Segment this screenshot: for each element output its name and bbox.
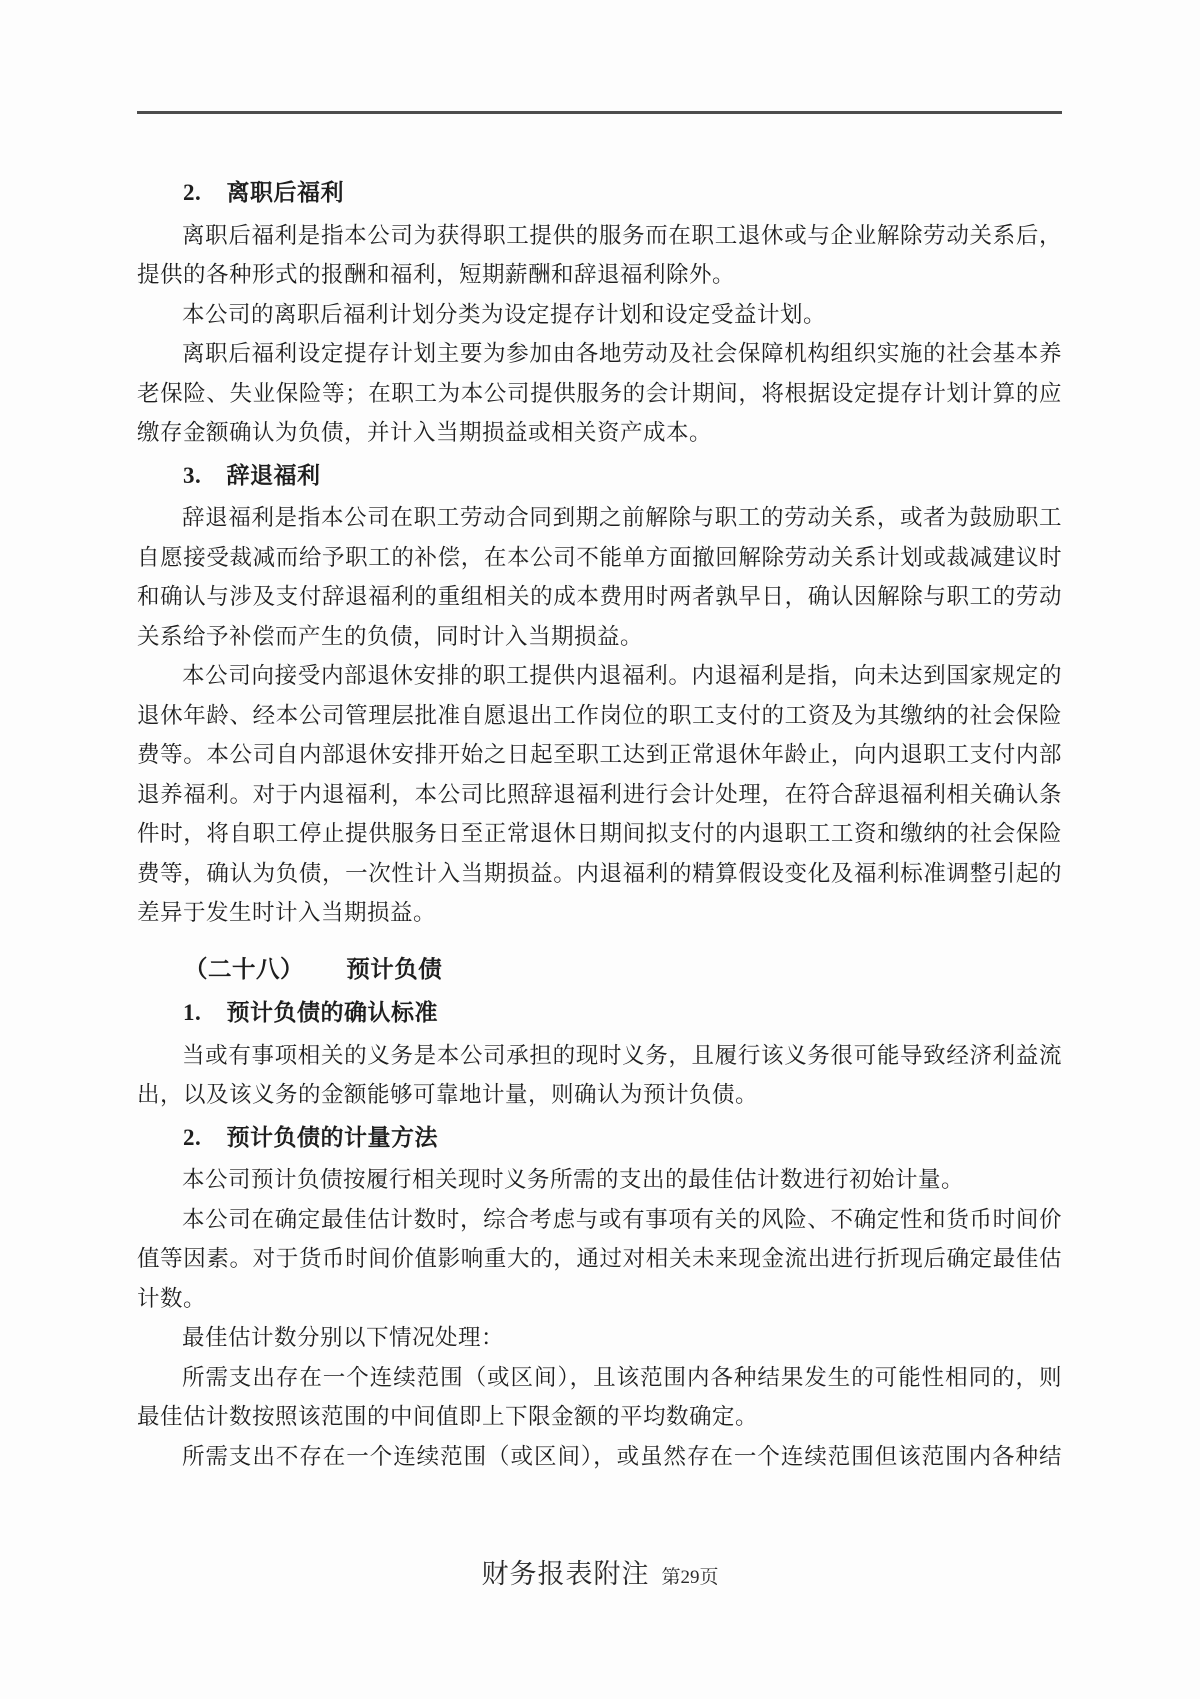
- heading-label: 辞退福利: [226, 462, 321, 488]
- heading-measurement-method: [137, 1118, 1062, 1158]
- footer-title: 财务报表附注: [481, 1559, 650, 1589]
- section-number: （二十八）: [184, 956, 304, 983]
- paragraph: 本公司的离职后福利计划分类为设定提存计划和设定受益计划。: [182, 301, 827, 327]
- heading-recognition-criteria: [137, 993, 1062, 1033]
- header-rule: [137, 111, 1062, 114]
- paragraph: 离职后福利是指本公司为获得职工提供的服务而在职工退休或与企业解除劳动关系后，提供的各种形式的报酬和福利，短期薪酬和辞退福利除外。: [137, 222, 1062, 287]
- section-heading-estimated-liabilities: [137, 951, 1062, 991]
- paragraph: 本公司预计负债按履行相关现时义务所需的支出的最佳估计数进行初始计量。: [182, 1167, 965, 1192]
- paragraph: 辞退福利是指本公司在职工劳动合同到期之前解除与职工的劳动关系，或者为鼓励职工自愿接受裁减而给予职工的补偿，在本公司不能单方面撤回解除劳动关系计划或裁减建议时和确认与涉及支付辞退福利的重组相关的成本费用时两者孰早日，确认因解除与职工的劳动关系给予补偿而产生的负债，同时计入当期损益。: [137, 505, 1062, 649]
- paragraph: 最佳估计数分别以下情况处理：: [182, 1325, 505, 1350]
- heading-number: 3.: [183, 462, 202, 488]
- paragraph: 本公司向接受内部退休安排的职工提供内退福利。内退福利是指，向未达到国家规定的退休年龄、经本公司管理层批准自愿退出工作岗位的职工支付的工资及为其缴纳的社会保险费等。本公司自内部退休安排开始之日起至职工达到正常退休年龄止，向内退职工支付内部退养福利。对于内退福利，本公司比照辞退福利进行会计处理，在符合辞退福利相关确认条件时，将自职工停止提供服务日至正常退休日期间拟支付的内退职工工资和缴纳的社会保险费等，确认为负债，一次性计入当期损益。内退福利的精算假设变化及福利标准调整引起的差异于发生时计入当期损益。: [137, 663, 1062, 925]
- heading-number: 1.: [183, 1000, 202, 1025]
- paragraph: 所需支出不存在一个连续范围（或区间），或虽然存在一个连续范围但该范围内各种结: [182, 1443, 1062, 1469]
- paragraph: 离职后福利设定提存计划主要为参加由各地劳动及社会保障机构组织实施的社会基本养老保险、失业保险等；在职工为本公司提供服务的会计期间，将根据设定提存计划计算的应缴存金额确认为负债，并计入当期损益或相关资产成本。: [137, 341, 1062, 445]
- document-body: [137, 170, 1062, 1476]
- heading-label: 预计负债的计量方法: [226, 1124, 439, 1150]
- heading-post-employment-benefits: [137, 173, 1062, 213]
- heading-label: 离职后福利: [226, 180, 345, 205]
- paragraph: 本公司在确定最佳估计数时，综合考虑与或有事项有关的风险、不确定性和货币时间价值等因素。对于货币时间价值影响重大的，通过对相关未来现金流出进行折现后确定最佳估计数。: [137, 1206, 1062, 1311]
- paragraph: 当或有事项相关的义务是本公司承担的现时义务，且履行该义务很可能导致经济利益流出，以及该义务的金额能够可靠地计量，则确认为预计负债。: [137, 1042, 1062, 1107]
- section-title: 预计负债: [346, 956, 443, 983]
- paragraph: 所需支出存在一个连续范围（或区间），且该范围内各种结果发生的可能性相同的，则最佳估计数按照该范围的中间值即上下限金额的平均数确定。: [137, 1364, 1062, 1429]
- heading-number: 2.: [183, 1124, 202, 1150]
- heading-label: 预计负债的确认标准: [226, 1000, 439, 1025]
- heading-termination-benefits: [137, 456, 1062, 496]
- page-footer: [0, 1552, 1200, 1591]
- heading-number: 2.: [183, 180, 202, 205]
- footer-page-number: 第29页: [661, 1567, 719, 1588]
